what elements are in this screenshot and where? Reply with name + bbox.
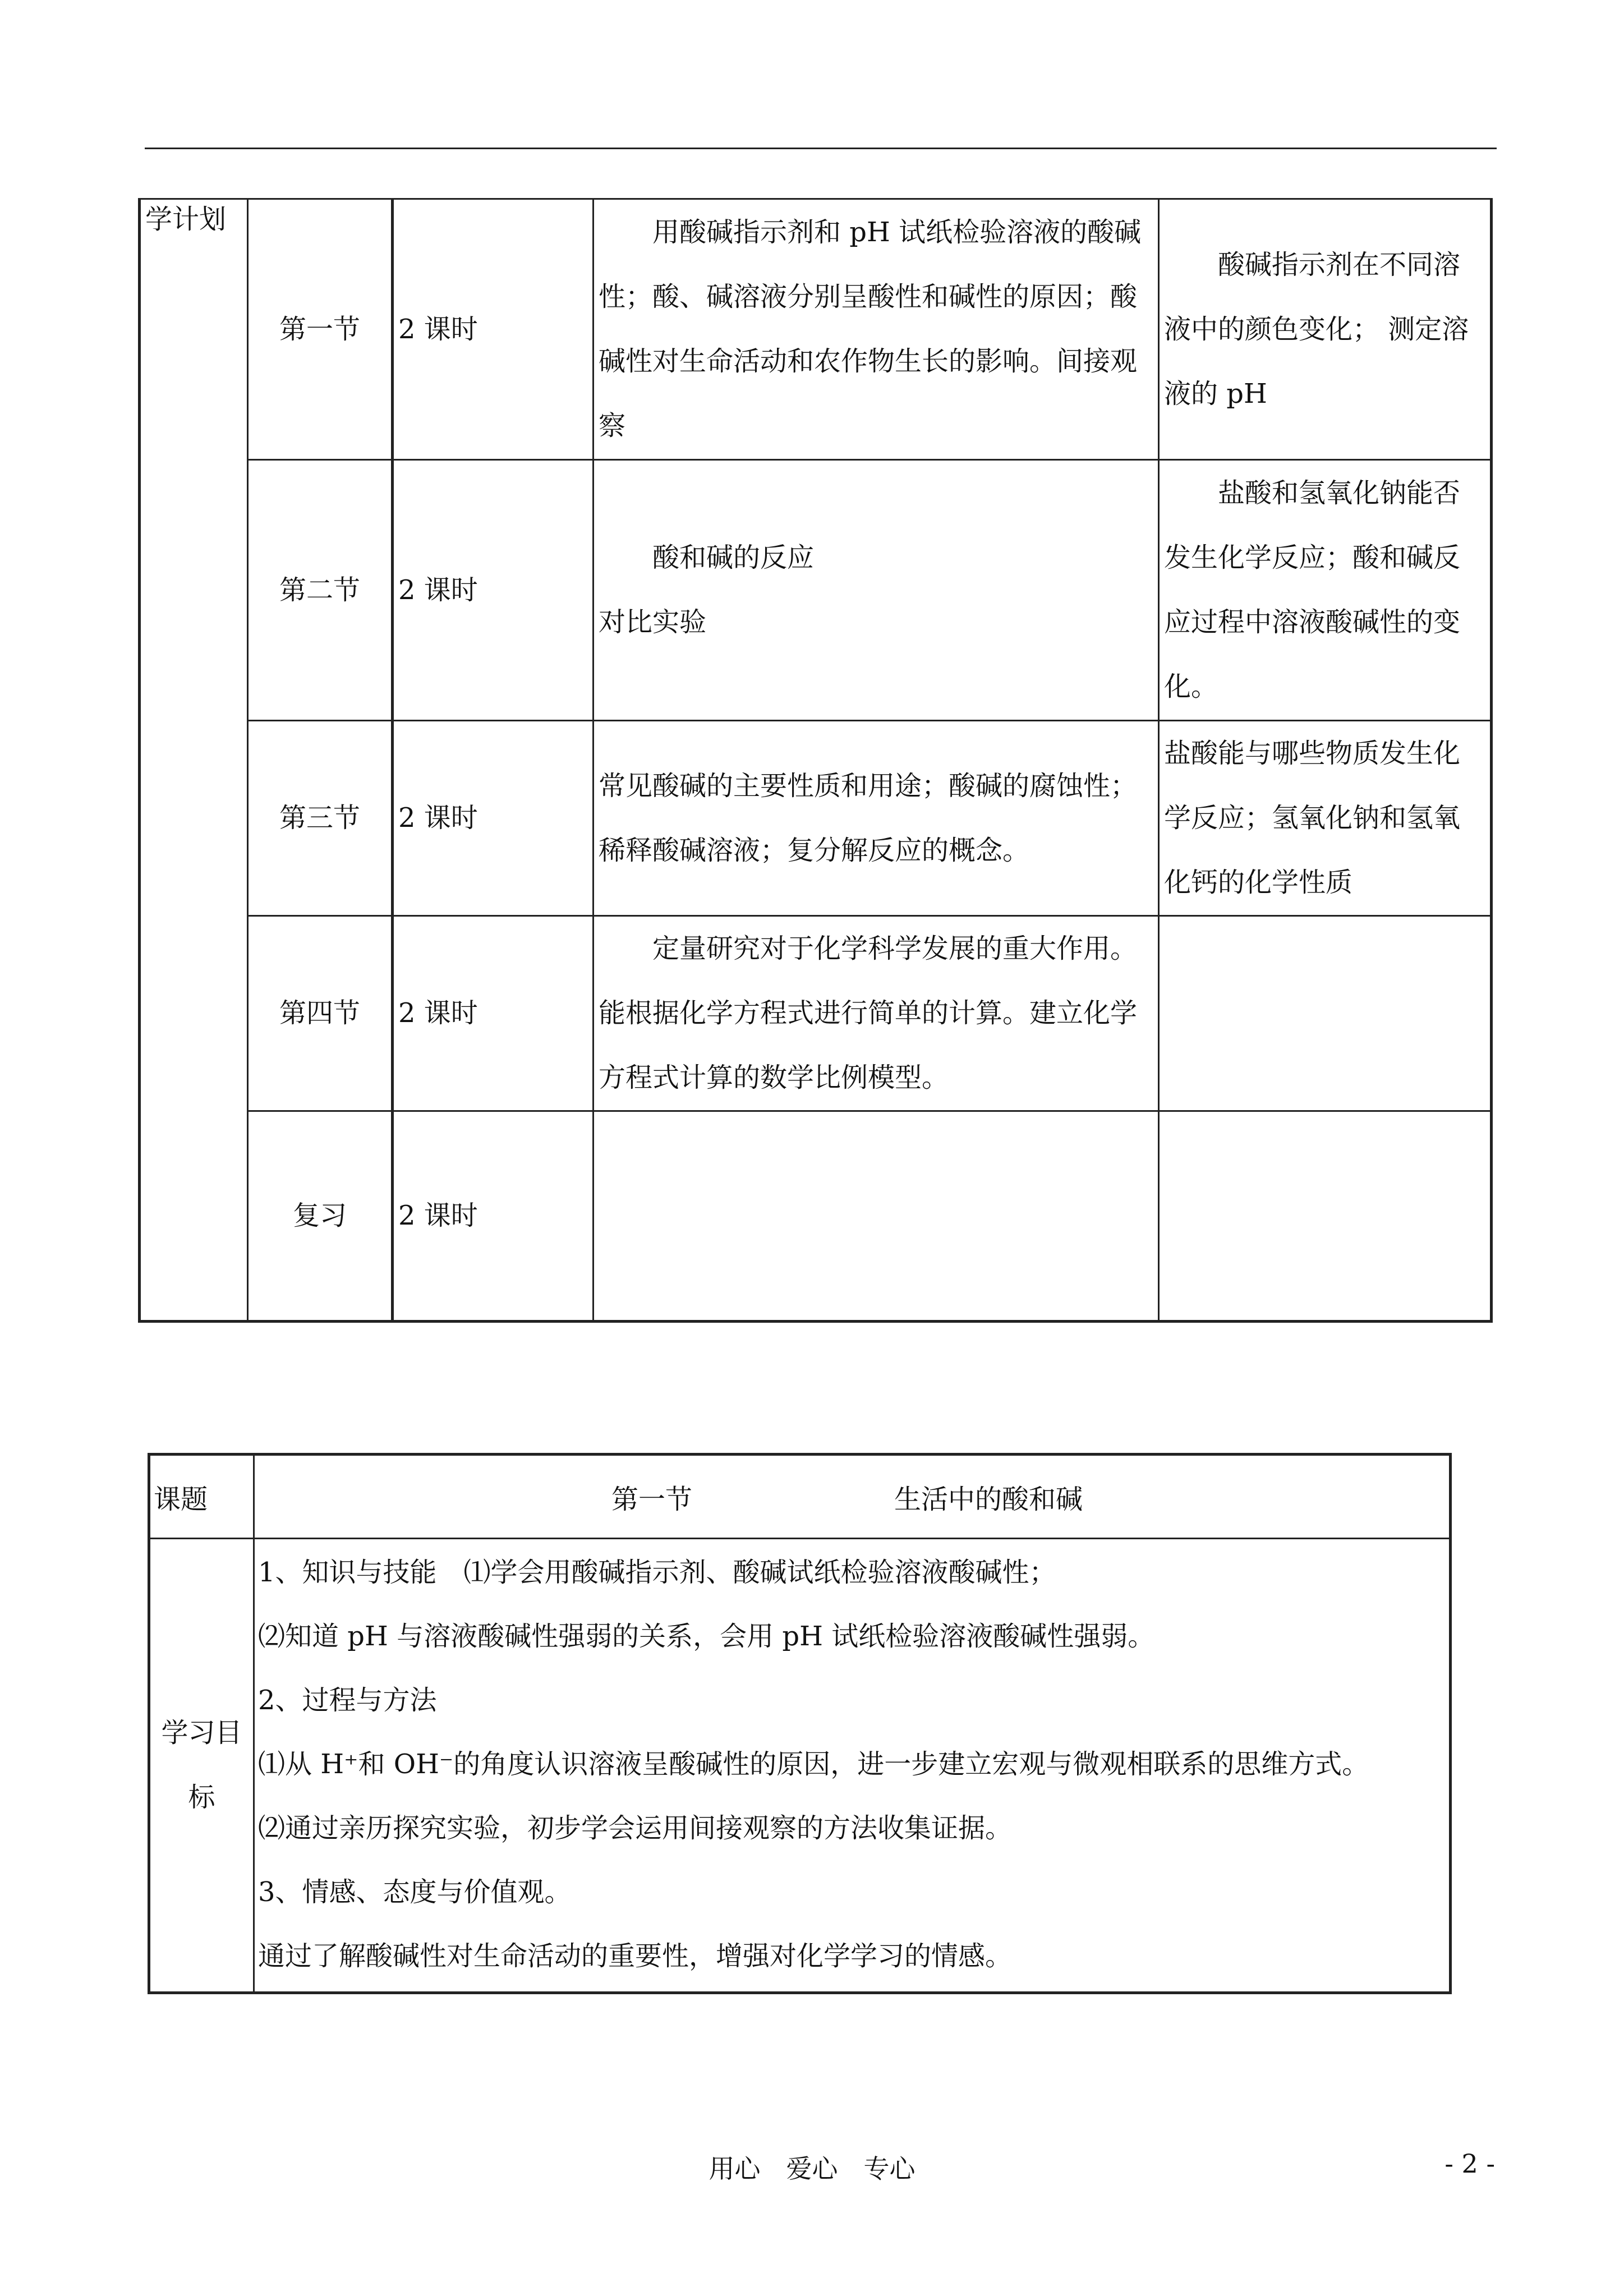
plan-hours: 2 课时 xyxy=(393,1111,594,1322)
plan-section: 复习 xyxy=(248,1111,393,1322)
objective-line: 1、知识与技能 ⑴学会用酸碱指示剂、酸碱试纸检验溶液酸碱性； xyxy=(258,1557,1056,1588)
plan-row xyxy=(140,916,1492,1111)
plan-experiment xyxy=(1159,916,1492,1111)
plan-row xyxy=(140,199,1492,460)
plan-section: 第二节 xyxy=(248,460,393,721)
plan-content xyxy=(594,1111,1159,1322)
topic-label: 课题 xyxy=(149,1455,254,1539)
objective-line: 2、过程与方法 xyxy=(258,1685,437,1716)
objective-line: ⑵通过亲历探究实验，初步学会运用间接观察的方法收集证据。 xyxy=(258,1812,1013,1844)
topic-section: 第一节 xyxy=(611,1483,693,1515)
topic-cell xyxy=(254,1455,1451,1539)
plan-row xyxy=(140,460,1492,721)
plan-content-line: 酸和碱的反应 xyxy=(652,542,815,573)
plan-content: 常见酸碱的主要性质和用途；酸碱的腐蚀性；稀释酸碱溶液；复分解反应的概念。 xyxy=(594,721,1159,916)
plan-section: 第四节 xyxy=(248,916,393,1111)
footer-motto: 用心 爱心 专心 xyxy=(709,2154,915,2184)
objectives-body xyxy=(254,1539,1451,1993)
plan-label: 学计划 xyxy=(140,199,248,1322)
objectives-label: 学习目标 xyxy=(149,1539,254,1993)
plan-content xyxy=(594,460,1159,721)
plan-experiment: 酸碱指示剂在不同溶液中的颜色变化； 测定溶液的 pH xyxy=(1159,199,1492,460)
plan-hours: 2 课时 xyxy=(393,916,594,1111)
objective-line: 3、情感、态度与价值观。 xyxy=(258,1876,572,1908)
page-footer xyxy=(0,2148,1624,2182)
plan-experiment: 盐酸和氢氧化钠能否发生化学反应；酸和碱反应过程中溶液酸碱性的变化。 xyxy=(1159,460,1492,721)
teaching-plan-table xyxy=(138,198,1493,1323)
plan-content: 定量研究对于化学科学发展的重大作用。能根据化学方程式进行简单的计算。建立化学方程式计算的数学比例模型。 xyxy=(594,916,1159,1111)
objective-line: ⑴从 H⁺和 OH⁻的角度认识溶液呈酸碱性的原因，进一步建立宏观与微观相联系的思维方式。 xyxy=(258,1749,1369,1780)
objectives-row xyxy=(149,1539,1451,1993)
plan-content: 用酸碱指示剂和 pH 试纸检验溶液的酸碱性；酸、碱溶液分别呈酸性和碱性的原因；酸碱性对生命活动和农作物生长的影响。间接观察 xyxy=(594,199,1159,460)
plan-row xyxy=(140,1111,1492,1322)
header-rule xyxy=(145,148,1497,149)
plan-experiment: 盐酸能与哪些物质发生化学反应；氢氧化钠和氢氧化钙的化学性质 xyxy=(1159,721,1492,916)
plan-hours: 2 课时 xyxy=(393,199,594,460)
page-number: - 2 - xyxy=(1444,2148,1495,2179)
topic-title: 生活中的酸和碱 xyxy=(894,1483,1083,1515)
lesson-table xyxy=(148,1453,1452,1994)
topic-row xyxy=(149,1455,1451,1539)
plan-experiment xyxy=(1159,1111,1492,1322)
plan-row xyxy=(140,721,1492,916)
objective-line: 通过了解酸碱性对生命活动的重要性，增强对化学学习的情感。 xyxy=(258,1940,1013,1972)
objective-line: ⑵知道 pH 与溶液酸碱性强弱的关系，会用 pH 试纸检验溶液酸碱性强弱。 xyxy=(258,1621,1155,1652)
plan-hours: 2 课时 xyxy=(393,721,594,916)
plan-section: 第一节 xyxy=(248,199,393,460)
plan-content-line: 对比实验 xyxy=(599,606,707,638)
plan-hours: 2 课时 xyxy=(393,460,594,721)
plan-section: 第三节 xyxy=(248,721,393,916)
